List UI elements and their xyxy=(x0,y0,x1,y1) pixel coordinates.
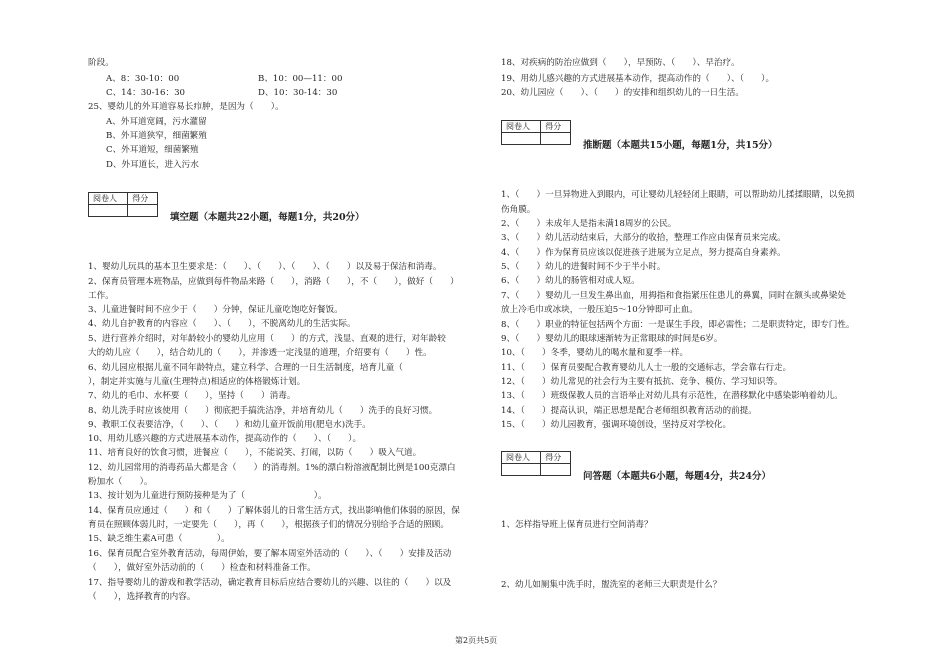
judge-item: 1、（ ）一旦异物进入到眼内，可让婴幼儿轻轻闭上眼睛，可以帮助幼儿揉揉眼睛，以免损 xyxy=(501,190,855,200)
q24-option-b: B、10：00—11：00 xyxy=(258,74,343,84)
fill-item: 4、幼儿自护教育的内容应（ ）、（ ），不脱离幼儿的生活实际。 xyxy=(88,319,356,329)
qa-item: 2、幼儿如厕集中洗手时，盥洗室的老师三大职责是什么？ xyxy=(501,580,722,590)
fill-item: 9、教职工仪表要洁净，（ ）、（ ）和幼儿童开饭前用(肥皂水)洗手。 xyxy=(88,420,371,430)
fill-item: 13、按计划为儿童进行预防接种是为了（ ）。 xyxy=(88,491,327,501)
reviewer-cell[interactable] xyxy=(89,205,128,217)
score-cell[interactable] xyxy=(541,133,571,145)
judge-item: 4、（ ）作为保育员应该以促进孩子进展为立足点，努力提高自身素养。 xyxy=(501,248,786,258)
fill-item: 1、婴幼儿玩具的基本卫生要求是：（ ）、（ ）、（ ）、（ ）以及易于保洁和消毒。 xyxy=(88,262,442,272)
judge-item: 11、（ ）保育员要配合教育婴幼儿人士一般的交通标志，学会靠右行走。 xyxy=(501,363,792,373)
judge-item: 放上冷毛巾或冰块，一般压迫5～10分钟即可止血。 xyxy=(501,305,698,315)
judge-section-title: 推断题（本题共15小题，每题1分，共15分） xyxy=(583,140,778,151)
judge-item: 7、（ ）婴幼儿一旦发生鼻出血，用拇指和食指紧压住患儿的鼻翼，同时在额头或鼻梁处 xyxy=(501,291,846,301)
fill-item: （ ），选择教育的内容。 xyxy=(88,592,196,602)
fill-item: 育员在照顾体弱儿时，一定要先（ ），再（ ），根据孩子们的情况分别给予合适的照顾。 xyxy=(88,520,449,530)
q24-option-c: C、14：30-16：30 xyxy=(106,88,186,98)
fill-item: 15、缺乏维生素A可患（ ）。 xyxy=(88,534,230,544)
judge-item: 9、（ ）婴幼儿的眼球速渐转为正常眼球的时间是6岁。 xyxy=(501,334,723,344)
judge-item: 10、（ ）冬季，婴幼儿的喝水量和夏季一样。 xyxy=(501,348,689,358)
fill-item: 14、保育员应通过（ ）和（ ）了解体弱儿的日常生活方式，找出影响他们体弱的原因，保 xyxy=(88,506,460,516)
score-label: 得分 xyxy=(128,193,158,205)
qa-section-title: 问答题（本题共6小题，每题4分，共24分） xyxy=(583,471,771,482)
judge-item: 12、（ ）幼儿常见的社会行为主要有抵抗、竞争、模仿、学习知识等。 xyxy=(501,377,783,387)
score-label: 得分 xyxy=(541,121,571,133)
fill-item: 5、进行营养介绍时，对年龄较小的婴幼儿应用（ ）的方式，浅显、直观的进行，对年龄较 xyxy=(88,334,446,344)
q25-option-c: C、外耳道短，细菌繁殖 xyxy=(106,145,199,155)
judge-item: 伤角膜。 xyxy=(501,205,536,215)
qa-item: 1、怎样指导班上保育员进行空间消毒？ xyxy=(501,520,653,530)
reviewer-cell[interactable] xyxy=(502,464,541,476)
q24-option-d: D、10：30-14：30 xyxy=(258,88,338,98)
q25-stem: 25、婴幼儿的外耳道容易长疖肿，是因为（ ）。 xyxy=(88,102,284,112)
fill-item: 10、用幼儿感兴趣的方式进展基本动作，提高动作的（ ）、（ ）。 xyxy=(88,434,362,444)
fill-item: 3、儿童进餐时间不应少于（ ）分钟，保证儿童吃饱吃好餐饭。 xyxy=(88,305,343,315)
grade-box-fill xyxy=(88,192,158,217)
judge-item: 6、（ ）幼儿的肠管相对成人短。 xyxy=(501,276,640,286)
reviewer-cell[interactable] xyxy=(502,133,541,145)
page-footer: 第2页共5页 xyxy=(455,636,498,645)
fill-item: 工作。 xyxy=(88,291,114,301)
judge-item: 3、（ ）幼儿活动结束后，大部分的收拾，整理工作应由保育员来完成。 xyxy=(501,233,786,243)
q25-option-d: D、外耳道长，进入污水 xyxy=(106,160,199,170)
score-cell[interactable] xyxy=(128,205,158,217)
fill-item: 20、幼儿园应（ ）、（ ）的安排和组织幼儿的一日生活。 xyxy=(501,88,744,98)
fill-item: 6、幼儿园应根据儿童不同年龄特点，建立科学、合理的一日生活制度，培育儿童（ xyxy=(88,363,421,373)
fill-item: 7、幼儿的毛巾、水杯要（ ），坚持（ ）消毒。 xyxy=(88,391,296,401)
judge-item: 14、（ ）提高认识，端正思想是配合老师组织教育活动的前提。 xyxy=(501,406,757,416)
fill-item: 17、指导婴幼儿的游戏和教学活动，确定教育目标后应结合婴幼儿的兴趣、以往的（ ）以及 xyxy=(88,578,452,588)
grade-box-judge xyxy=(501,120,571,145)
fill-item: 12、幼儿园常用的消毒药品大都是含（ ）的消毒剂。1%的漂白粉溶液配制比例是100克漂白 xyxy=(88,463,456,473)
fill-item: 11、培育良好的饮食习惯，进餐应（ ），不能说笑、打闹，以防（ ）吸入气道。 xyxy=(88,448,422,458)
fill-item: 大的幼儿应（ ），结合幼儿的（ ），并渗透一定浅显的道理，介绍要有（ ）性。 xyxy=(88,348,432,358)
fill-item: 8、幼儿洗手时应该使用（ ）彻底把手搞洗洁净，并培育幼儿（ ）洗手的良好习惯。 xyxy=(88,406,438,416)
judge-item: 13、（ ）班级保教人员的言语举止对幼儿具有示范性，在潜移默化中感染影响着幼儿。 xyxy=(501,391,843,401)
reviewer-label: 阅卷人 xyxy=(502,452,541,464)
fill-item: 16、保育员配合室外教育活动，每周伊始，要了解本周室外活动的（ ）、（ ）安排及活动 xyxy=(88,549,452,559)
reviewer-label: 阅卷人 xyxy=(89,193,128,205)
fill-section-title: 填空题（本题共22小题，每题1分，共20分） xyxy=(170,212,365,223)
fill-item: （ ），做好室外活动前的（ ）检查和材料准备工作。 xyxy=(88,563,316,573)
fill-item: 19、用幼儿感兴趣的方式进展基本动作，提高动作的（ ）、（ ）。 xyxy=(501,74,775,84)
q25-option-a: A、外耳道宽阔，污水灌留 xyxy=(106,117,207,127)
score-cell[interactable] xyxy=(541,464,571,476)
q25-option-b: B、外耳道狭窄，细菌繁殖 xyxy=(106,131,207,141)
score-label: 得分 xyxy=(541,452,571,464)
judge-item: 2、（ ）未成年人是指未满18周岁的公民。 xyxy=(501,219,677,229)
fill-item: ），制定并实施与儿童(生理特点)相适应的体格锻炼计划。 xyxy=(88,377,306,387)
reviewer-label: 阅卷人 xyxy=(502,121,541,133)
q24-continuation: 阶段。 xyxy=(88,58,114,68)
judge-item: 8、（ ）职业的特征包括两个方面：一是谋生手段，即必需性；二是职责特定，即专门性。 xyxy=(501,320,855,330)
fill-item: 18、对疾病的防治应做到（ ），早预防、（ ）、早治疗。 xyxy=(501,58,740,68)
fill-item: 粉加水（ ）。 xyxy=(88,477,153,487)
grade-box-qa xyxy=(501,451,571,476)
judge-item: 5、（ ）幼儿的进餐时间不少于半小时。 xyxy=(501,262,666,272)
judge-item: 15、（ ）幼儿园教育，强调环境创设，坚持反对学校化。 xyxy=(501,420,732,430)
fill-item: 2、保育员管理本班物品，应做到每件物品来路（ ），消路（ ），不（ ），做好（ ） xyxy=(88,277,459,287)
q24-option-a: A、8：30-10：00 xyxy=(106,74,180,84)
